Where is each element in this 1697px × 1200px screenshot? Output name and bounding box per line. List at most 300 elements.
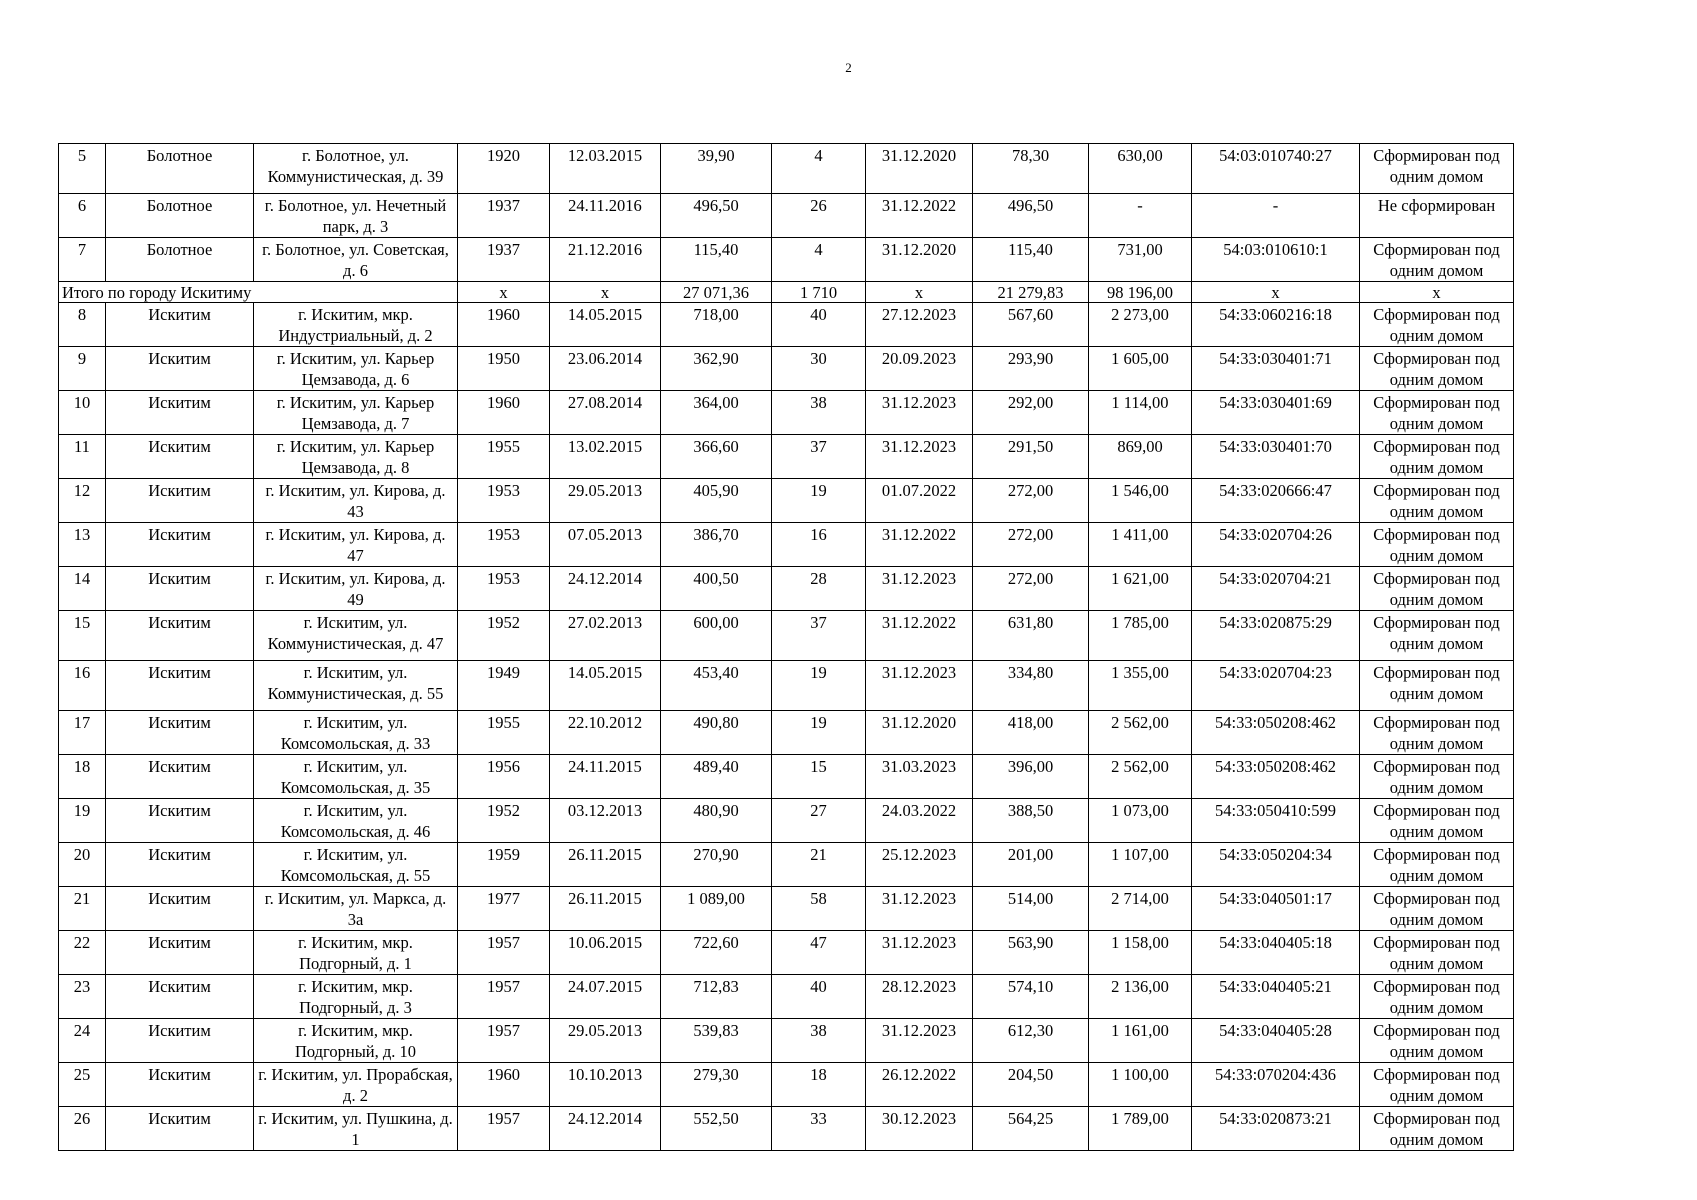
row-number-cell: 8 [59,303,106,347]
resettlement-area-cell: 293,90 [973,347,1089,391]
recognition-date-cell: 29.05.2013 [550,479,661,523]
land-area-cell: - [1089,194,1192,238]
land-status-cell: Сформирован под одним домом [1360,347,1514,391]
land-status-cell: Сформирован под одним домом [1360,435,1514,479]
residents-cell: 4 [772,238,866,282]
locality-cell: Искитим [106,435,254,479]
resettlement-area-cell: 201,00 [973,843,1089,887]
address-cell: г. Искитим, ул. Комсомольская, д. 46 [254,799,458,843]
residents-cell: 16 [772,523,866,567]
land-area-cell: 2 273,00 [1089,303,1192,347]
table-row [59,391,1514,435]
area-cell: 270,90 [661,843,772,887]
area-cell: 722,60 [661,931,772,975]
resettlement-date-cell: 31.12.2022 [866,194,973,238]
land-area-cell: 1 161,00 [1089,1019,1192,1063]
table-row [59,479,1514,523]
locality-cell: Искитим [106,661,254,711]
row-number-cell: 23 [59,975,106,1019]
cadastral-number-cell: 54:33:020873:21 [1192,1107,1360,1151]
locality-cell: Искитим [106,711,254,755]
locality-cell: Болотное [106,144,254,194]
land-area-cell: 1 785,00 [1089,611,1192,661]
recognition-date-cell: 24.12.2014 [550,567,661,611]
row-number-cell: 13 [59,523,106,567]
address-cell: г. Болотное, ул. Советская, д. 6 [254,238,458,282]
total-cell: 1 710 [772,282,866,303]
row-number-cell: 7 [59,238,106,282]
recognition-date-cell: 22.10.2012 [550,711,661,755]
row-number-cell: 15 [59,611,106,661]
land-area-cell: 1 073,00 [1089,799,1192,843]
resettlement-area-cell: 418,00 [973,711,1089,755]
recognition-date-cell: 24.11.2015 [550,755,661,799]
resettlement-date-cell: 30.12.2023 [866,1107,973,1151]
land-status-cell: Сформирован под одним домом [1360,755,1514,799]
area-cell: 496,50 [661,194,772,238]
residents-cell: 33 [772,1107,866,1151]
land-status-cell: Сформирован под одним домом [1360,144,1514,194]
resettlement-date-cell: 31.12.2023 [866,435,973,479]
address-cell: г. Искитим, ул. Прорабская, д. 2 [254,1063,458,1107]
area-cell: 600,00 [661,611,772,661]
resettlement-area-cell: 388,50 [973,799,1089,843]
locality-cell: Искитим [106,567,254,611]
land-area-cell: 1 546,00 [1089,479,1192,523]
row-number-cell: 25 [59,1063,106,1107]
cadastral-number-cell: 54:33:030401:70 [1192,435,1360,479]
area-cell: 364,00 [661,391,772,435]
area-cell: 718,00 [661,303,772,347]
resettlement-area-cell: 563,90 [973,931,1089,975]
address-cell: г. Искитим, мкр. Подгорный, д. 1 [254,931,458,975]
residents-cell: 19 [772,479,866,523]
area-cell: 362,90 [661,347,772,391]
resettlement-area-cell: 204,50 [973,1063,1089,1107]
address-cell: г. Искитим, ул. Кирова, д. 49 [254,567,458,611]
residents-cell: 58 [772,887,866,931]
cadastral-number-cell: 54:33:050208:462 [1192,711,1360,755]
cadastral-number-cell: - [1192,194,1360,238]
row-number-cell: 5 [59,144,106,194]
recognition-date-cell: 03.12.2013 [550,799,661,843]
resettlement-area-cell: 78,30 [973,144,1089,194]
locality-cell: Искитим [106,799,254,843]
recognition-date-cell: 10.10.2013 [550,1063,661,1107]
row-number-cell: 26 [59,1107,106,1151]
resettlement-area-cell: 291,50 [973,435,1089,479]
cadastral-number-cell: 54:03:010740:27 [1192,144,1360,194]
table-row [59,711,1514,755]
year-built-cell: 1953 [458,523,550,567]
residents-cell: 47 [772,931,866,975]
area-cell: 539,83 [661,1019,772,1063]
recognition-date-cell: 26.11.2015 [550,843,661,887]
year-built-cell: 1960 [458,303,550,347]
total-cell: x [866,282,973,303]
address-cell: г. Искитим, ул. Комсомольская, д. 55 [254,843,458,887]
table-row [59,238,1514,282]
residents-cell: 30 [772,347,866,391]
resettlement-date-cell: 27.12.2023 [866,303,973,347]
residents-cell: 38 [772,391,866,435]
area-cell: 489,40 [661,755,772,799]
year-built-cell: 1949 [458,661,550,711]
recognition-date-cell: 29.05.2013 [550,1019,661,1063]
residents-cell: 40 [772,303,866,347]
area-cell: 115,40 [661,238,772,282]
land-area-cell: 1 355,00 [1089,661,1192,711]
year-built-cell: 1955 [458,711,550,755]
locality-cell: Искитим [106,1107,254,1151]
recognition-date-cell: 21.12.2016 [550,238,661,282]
land-area-cell: 731,00 [1089,238,1192,282]
recognition-date-cell: 27.08.2014 [550,391,661,435]
residents-cell: 40 [772,975,866,1019]
total-row-label: Итого по городу Искитиму [59,282,458,303]
table-row [59,755,1514,799]
locality-cell: Искитим [106,611,254,661]
residents-cell: 26 [772,194,866,238]
resettlement-area-cell: 272,00 [973,523,1089,567]
year-built-cell: 1953 [458,567,550,611]
residents-cell: 38 [772,1019,866,1063]
resettlement-date-cell: 31.12.2022 [866,611,973,661]
land-status-cell: Сформирован под одним домом [1360,303,1514,347]
table-row [59,887,1514,931]
year-built-cell: 1950 [458,347,550,391]
table-row [59,523,1514,567]
row-number-cell: 17 [59,711,106,755]
table-row [59,1063,1514,1107]
area-cell: 1 089,00 [661,887,772,931]
residents-cell: 19 [772,711,866,755]
row-number-cell: 18 [59,755,106,799]
land-area-cell: 1 100,00 [1089,1063,1192,1107]
resettlement-date-cell: 24.03.2022 [866,799,973,843]
year-built-cell: 1957 [458,931,550,975]
area-cell: 405,90 [661,479,772,523]
year-built-cell: 1952 [458,799,550,843]
table-row [59,567,1514,611]
resettlement-date-cell: 25.12.2023 [866,843,973,887]
cadastral-number-cell: 54:33:020666:47 [1192,479,1360,523]
address-cell: г. Искитим, мкр. Индустриальный, д. 2 [254,303,458,347]
table-total-section [59,282,1514,303]
table-row [59,975,1514,1019]
address-cell: г. Искитим, ул. Комсомольская, д. 33 [254,711,458,755]
area-cell: 39,90 [661,144,772,194]
row-number-cell: 21 [59,887,106,931]
recognition-date-cell: 27.02.2013 [550,611,661,661]
land-status-cell: Сформирован под одним домом [1360,391,1514,435]
row-number-cell: 19 [59,799,106,843]
address-cell: г. Искитим, ул. Пушкина, д. 1 [254,1107,458,1151]
address-cell: г. Искитим, ул. Карьер Цемзавода, д. 8 [254,435,458,479]
resettlement-date-cell: 31.12.2023 [866,567,973,611]
area-cell: 490,80 [661,711,772,755]
year-built-cell: 1956 [458,755,550,799]
row-number-cell: 11 [59,435,106,479]
row-number-cell: 6 [59,194,106,238]
land-status-cell: Сформирован под одним домом [1360,799,1514,843]
total-cell: x [1192,282,1360,303]
address-cell: г. Искитим, ул. Коммунистическая, д. 55 [254,661,458,711]
cadastral-number-cell: 54:33:040405:21 [1192,975,1360,1019]
table-row [59,843,1514,887]
land-area-cell: 1 789,00 [1089,1107,1192,1151]
residents-cell: 37 [772,611,866,661]
table-row [59,799,1514,843]
recognition-date-cell: 23.06.2014 [550,347,661,391]
residents-cell: 37 [772,435,866,479]
land-area-cell: 630,00 [1089,144,1192,194]
locality-cell: Искитим [106,479,254,523]
land-status-cell: Сформирован под одним домом [1360,479,1514,523]
year-built-cell: 1959 [458,843,550,887]
land-status-cell: Сформирован под одним домом [1360,567,1514,611]
row-number-cell: 10 [59,391,106,435]
row-number-cell: 12 [59,479,106,523]
resettlement-area-cell: 334,80 [973,661,1089,711]
address-cell: г. Болотное, ул. Коммунистическая, д. 39 [254,144,458,194]
locality-cell: Искитим [106,303,254,347]
land-area-cell: 869,00 [1089,435,1192,479]
row-number-cell: 9 [59,347,106,391]
table-row [59,611,1514,661]
resettlement-area-cell: 514,00 [973,887,1089,931]
recognition-date-cell: 24.12.2014 [550,1107,661,1151]
resettlement-area-cell: 567,60 [973,303,1089,347]
resettlement-area-cell: 396,00 [973,755,1089,799]
year-built-cell: 1957 [458,1019,550,1063]
land-area-cell: 2 714,00 [1089,887,1192,931]
resettlement-date-cell: 31.12.2023 [866,1019,973,1063]
land-area-cell: 1 621,00 [1089,567,1192,611]
address-cell: г. Искитим, ул. Карьер Цемзавода, д. 6 [254,347,458,391]
cadastral-number-cell: 54:33:030401:71 [1192,347,1360,391]
land-status-cell: Сформирован под одним домом [1360,887,1514,931]
resettlement-date-cell: 01.07.2022 [866,479,973,523]
total-cell: x [458,282,550,303]
total-cell: 98 196,00 [1089,282,1192,303]
resettlement-area-cell: 631,80 [973,611,1089,661]
year-built-cell: 1920 [458,144,550,194]
locality-cell: Искитим [106,1063,254,1107]
address-cell: г. Искитим, мкр. Подгорный, д. 3 [254,975,458,1019]
year-built-cell: 1953 [458,479,550,523]
row-number-cell: 22 [59,931,106,975]
resettlement-date-cell: 31.12.2020 [866,711,973,755]
address-cell: г. Болотное, ул. Нечетный парк, д. 3 [254,194,458,238]
year-built-cell: 1952 [458,611,550,661]
land-status-cell: Сформирован под одним домом [1360,1019,1514,1063]
table-row [59,435,1514,479]
land-status-cell: Сформирован под одним домом [1360,1107,1514,1151]
locality-cell: Искитим [106,347,254,391]
locality-cell: Болотное [106,194,254,238]
table-row [59,303,1514,347]
residents-cell: 19 [772,661,866,711]
land-status-cell: Сформирован под одним домом [1360,238,1514,282]
residents-cell: 21 [772,843,866,887]
year-built-cell: 1937 [458,194,550,238]
land-area-cell: 2 562,00 [1089,755,1192,799]
land-status-cell: Сформирован под одним домом [1360,843,1514,887]
land-area-cell: 1 605,00 [1089,347,1192,391]
cadastral-number-cell: 54:33:040405:18 [1192,931,1360,975]
cadastral-number-cell: 54:33:070204:436 [1192,1063,1360,1107]
year-built-cell: 1960 [458,1063,550,1107]
land-status-cell: Сформирован под одним домом [1360,611,1514,661]
address-cell: г. Искитим, ул. Кирова, д. 43 [254,479,458,523]
recognition-date-cell: 12.03.2015 [550,144,661,194]
area-cell: 552,50 [661,1107,772,1151]
recognition-date-cell: 13.02.2015 [550,435,661,479]
locality-cell: Искитим [106,391,254,435]
address-cell: г. Искитим, мкр. Подгорный, д. 10 [254,1019,458,1063]
address-cell: г. Искитим, ул. Маркса, д. 3а [254,887,458,931]
recognition-date-cell: 24.07.2015 [550,975,661,1019]
land-area-cell: 1 114,00 [1089,391,1192,435]
land-status-cell: Сформирован под одним домом [1360,931,1514,975]
resettlement-area-cell: 612,30 [973,1019,1089,1063]
resettlement-date-cell: 31.12.2020 [866,238,973,282]
land-area-cell: 1 158,00 [1089,931,1192,975]
address-cell: г. Искитим, ул. Комсомольская, д. 35 [254,755,458,799]
table-row [59,661,1514,711]
locality-cell: Искитим [106,975,254,1019]
area-cell: 400,50 [661,567,772,611]
year-built-cell: 1977 [458,887,550,931]
resettlement-area-cell: 115,40 [973,238,1089,282]
table-row [59,194,1514,238]
locality-cell: Искитим [106,887,254,931]
area-cell: 480,90 [661,799,772,843]
resettlement-area-cell: 272,00 [973,479,1089,523]
cadastral-number-cell: 54:03:010610:1 [1192,238,1360,282]
resettlement-area-cell: 292,00 [973,391,1089,435]
year-built-cell: 1955 [458,435,550,479]
cadastral-number-cell: 54:33:020704:26 [1192,523,1360,567]
resettlement-date-cell: 20.09.2023 [866,347,973,391]
land-status-cell: Сформирован под одним домом [1360,1063,1514,1107]
total-cell: x [550,282,661,303]
total-cell: x [1360,282,1514,303]
resettlement-area-cell: 272,00 [973,567,1089,611]
cadastral-number-cell: 54:33:050204:34 [1192,843,1360,887]
cadastral-number-cell: 54:33:050208:462 [1192,755,1360,799]
resettlement-date-cell: 31.12.2022 [866,523,973,567]
housing-registry-table [58,143,1514,1151]
area-cell: 712,83 [661,975,772,1019]
land-area-cell: 1 411,00 [1089,523,1192,567]
area-cell: 279,30 [661,1063,772,1107]
land-area-cell: 2 136,00 [1089,975,1192,1019]
row-number-cell: 16 [59,661,106,711]
table-row [59,347,1514,391]
total-cell: 27 071,36 [661,282,772,303]
land-status-cell: Сформирован под одним домом [1360,523,1514,567]
table-row [59,144,1514,194]
locality-cell: Искитим [106,523,254,567]
address-cell: г. Искитим, ул. Карьер Цемзавода, д. 7 [254,391,458,435]
recognition-date-cell: 26.11.2015 [550,887,661,931]
total-cell: 21 279,83 [973,282,1089,303]
land-status-cell: Сформирован под одним домом [1360,975,1514,1019]
table-body-bottom [59,303,1514,1151]
cadastral-number-cell: 54:33:040405:28 [1192,1019,1360,1063]
recognition-date-cell: 07.05.2013 [550,523,661,567]
cadastral-number-cell: 54:33:030401:69 [1192,391,1360,435]
total-row [59,282,1514,303]
land-status-cell: Не сформирован [1360,194,1514,238]
locality-cell: Искитим [106,1019,254,1063]
year-built-cell: 1957 [458,1107,550,1151]
resettlement-area-cell: 496,50 [973,194,1089,238]
page-number: 2 [845,60,852,75]
resettlement-date-cell: 31.12.2023 [866,661,973,711]
cadastral-number-cell: 54:33:050410:599 [1192,799,1360,843]
resettlement-date-cell: 28.12.2023 [866,975,973,1019]
table-body-top [59,144,1514,282]
area-cell: 453,40 [661,661,772,711]
locality-cell: Искитим [106,931,254,975]
recognition-date-cell: 14.05.2015 [550,661,661,711]
land-status-cell: Сформирован под одним домом [1360,661,1514,711]
residents-cell: 4 [772,144,866,194]
land-area-cell: 1 107,00 [1089,843,1192,887]
cadastral-number-cell: 54:33:040501:17 [1192,887,1360,931]
cadastral-number-cell: 54:33:060216:18 [1192,303,1360,347]
address-cell: г. Искитим, ул. Коммунистическая, д. 47 [254,611,458,661]
year-built-cell: 1960 [458,391,550,435]
cadastral-number-cell: 54:33:020875:29 [1192,611,1360,661]
table-row [59,931,1514,975]
resettlement-date-cell: 31.12.2023 [866,887,973,931]
table-row [59,1107,1514,1151]
area-cell: 366,60 [661,435,772,479]
resettlement-date-cell: 31.12.2020 [866,144,973,194]
resettlement-date-cell: 26.12.2022 [866,1063,973,1107]
land-area-cell: 2 562,00 [1089,711,1192,755]
year-built-cell: 1957 [458,975,550,1019]
resettlement-date-cell: 31.12.2023 [866,931,973,975]
table-row [59,1019,1514,1063]
residents-cell: 15 [772,755,866,799]
resettlement-date-cell: 31.12.2023 [866,391,973,435]
row-number-cell: 24 [59,1019,106,1063]
land-status-cell: Сформирован под одним домом [1360,711,1514,755]
address-cell: г. Искитим, ул. Кирова, д. 47 [254,523,458,567]
recognition-date-cell: 24.11.2016 [550,194,661,238]
resettlement-date-cell: 31.03.2023 [866,755,973,799]
area-cell: 386,70 [661,523,772,567]
recognition-date-cell: 14.05.2015 [550,303,661,347]
locality-cell: Болотное [106,238,254,282]
cadastral-number-cell: 54:33:020704:23 [1192,661,1360,711]
residents-cell: 18 [772,1063,866,1107]
resettlement-area-cell: 574,10 [973,975,1089,1019]
residents-cell: 28 [772,567,866,611]
recognition-date-cell: 10.06.2015 [550,931,661,975]
locality-cell: Искитим [106,755,254,799]
locality-cell: Искитим [106,843,254,887]
cadastral-number-cell: 54:33:020704:21 [1192,567,1360,611]
year-built-cell: 1937 [458,238,550,282]
resettlement-area-cell: 564,25 [973,1107,1089,1151]
residents-cell: 27 [772,799,866,843]
